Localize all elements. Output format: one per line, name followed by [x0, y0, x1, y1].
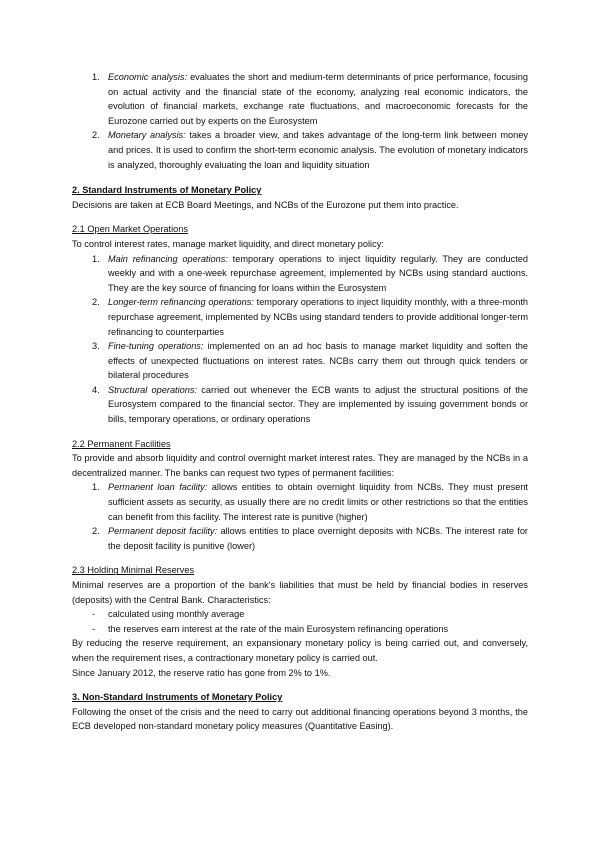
subsection-intro: Minimal reserves are a proportion of the bank's liabilities that must be held by financial bodies in reserves (deposits) with the Central Bank. Characteristics: — [72, 580, 528, 605]
list-term: Permanent loan facility: — [108, 482, 208, 493]
list-number: 3. — [92, 341, 100, 352]
list-number: 2. — [92, 130, 100, 141]
bullet-dash: - — [92, 609, 96, 620]
analysis-list — [72, 70, 528, 172]
subsection-heading: 2.2 Permanent Facilities — [72, 438, 171, 449]
paragraph: Since January 2012, the reserve ratio has gone from 2% to 1%. — [72, 667, 331, 678]
section-heading: 2. Standard Instruments of Monetary Policy — [72, 185, 262, 196]
list-item — [72, 252, 528, 296]
open-market-list — [72, 252, 528, 427]
list-number: 2. — [92, 526, 100, 537]
reserves-bullets — [72, 607, 528, 636]
list-term: Economic analysis: — [108, 72, 188, 82]
list-item — [72, 295, 528, 339]
list-number: 1. — [92, 482, 100, 493]
bullet-dash: - — [92, 623, 96, 634]
list-number: 2. — [92, 297, 100, 308]
subsection-heading: 2.1 Open Market Operations — [72, 224, 188, 235]
list-text: takes a broader view, and takes advantage of the long-term link between money and prices. It is used to confirm the short-term economic analysis. The evolution of monetary indicators is analyzed, thoroughly evaluating the loan and liquidity situation — [108, 130, 528, 170]
list-term: Longer-term refinancing operations: — [108, 297, 254, 308]
list-number: 1. — [92, 253, 100, 264]
list-item — [72, 524, 528, 553]
section-intro: Following the onset of the crisis and the need to carry out additional financing operations beyond 3 months, the ECB developed non-standard monetary policy measures (Quantitative Easing). — [72, 706, 528, 732]
list-number: 4. — [92, 384, 100, 395]
list-item — [72, 480, 528, 524]
list-text: implemented on an ad hoc basis to manage market liquidity and soften the effects of unexpected fluctuations on interest rates. NCBs carry them out through quick tenders or bilateral procedures — [108, 341, 528, 381]
section-intro: Decisions are taken at ECB Board Meetings, and NCBs of the Eurozone put them into practice. — [72, 199, 459, 210]
permanent-facilities-list — [72, 480, 528, 553]
paragraph: By reducing the reserve requirement, an expansionary monetary policy is being carried out, and conversely, when the requirement rises, a contractionary monetary policy is carried out. — [72, 638, 528, 663]
list-item — [72, 128, 528, 172]
section-heading: 3. Non-Standard Instruments of Monetary Policy — [72, 692, 283, 703]
subsection-intro: To control interest rates, manage market liquidity, and direct monetary policy: — [72, 238, 384, 249]
list-term: Structural operations: — [108, 384, 198, 395]
bullet-item — [72, 607, 528, 622]
list-text: allows entities to place overnight deposits with NCBs. The interest rate for the deposit facility is punitive (lower) — [108, 526, 528, 551]
list-text: temporary operations to inject liquidity monthly, with a three-month repurchase agreement, implemented by NCBs using standard tenders to provide additional longer-term refinancing to counterparties — [108, 297, 528, 337]
list-term: Monetary analysis: — [108, 130, 186, 141]
list-term: Fine-tuning operations: — [108, 341, 204, 352]
list-number: 1. — [92, 72, 100, 82]
bullet-item — [72, 622, 528, 637]
list-text: allows entities to obtain overnight liquidity from NCBs. They must present sufficient assets as security, as usually there are no credit limits or other restrictions so that the entities can benefit from this facility. The interest rate is punitive (higher) — [108, 482, 528, 522]
list-text: evaluates the short and medium-term determinants of price performance, focusing on actual activity and the financial state of the economy, analyzing real economic indicators, the evolution of financial markets, exchange rate fluctuations, and macroeconomic forecasts for the Eurozone carried out by experts on the Eurosystem — [108, 72, 528, 126]
list-item — [72, 339, 528, 383]
list-text: carried out whenever the ECB wants to adjust the structural positions of the Eurosystem compared to the financial sector. They are implemented by issuing government bonds or bills, temporary operations, or ordinary operations — [108, 384, 529, 425]
list-item — [72, 383, 528, 427]
list-text: temporary operations to inject liquidity regularly. They are conducted weekly and with a one-week repurchase agreement, implemented by NCBs using standard auctions. They are the key source of financing for loans within the Eurosystem — [108, 253, 528, 293]
document-page — [72, 70, 528, 734]
list-term: Main refinancing operations: — [108, 253, 228, 264]
list-item — [72, 70, 528, 128]
list-term: Permanent deposit facility: — [108, 526, 218, 537]
bullet-text: calculated using monthly average — [108, 609, 245, 620]
subsection-intro: To provide and absorb liquidity and control overnight market interest rates. They are managed by the NCBs in a decentralized manner. The banks can request two types of permanent facilities: — [72, 453, 528, 478]
bullet-text: the reserves earn interest at the rate of the main Eurosystem refinancing operations — [108, 623, 449, 634]
subsection-heading: 2.3 Holding Minimal Reserves — [72, 565, 195, 576]
